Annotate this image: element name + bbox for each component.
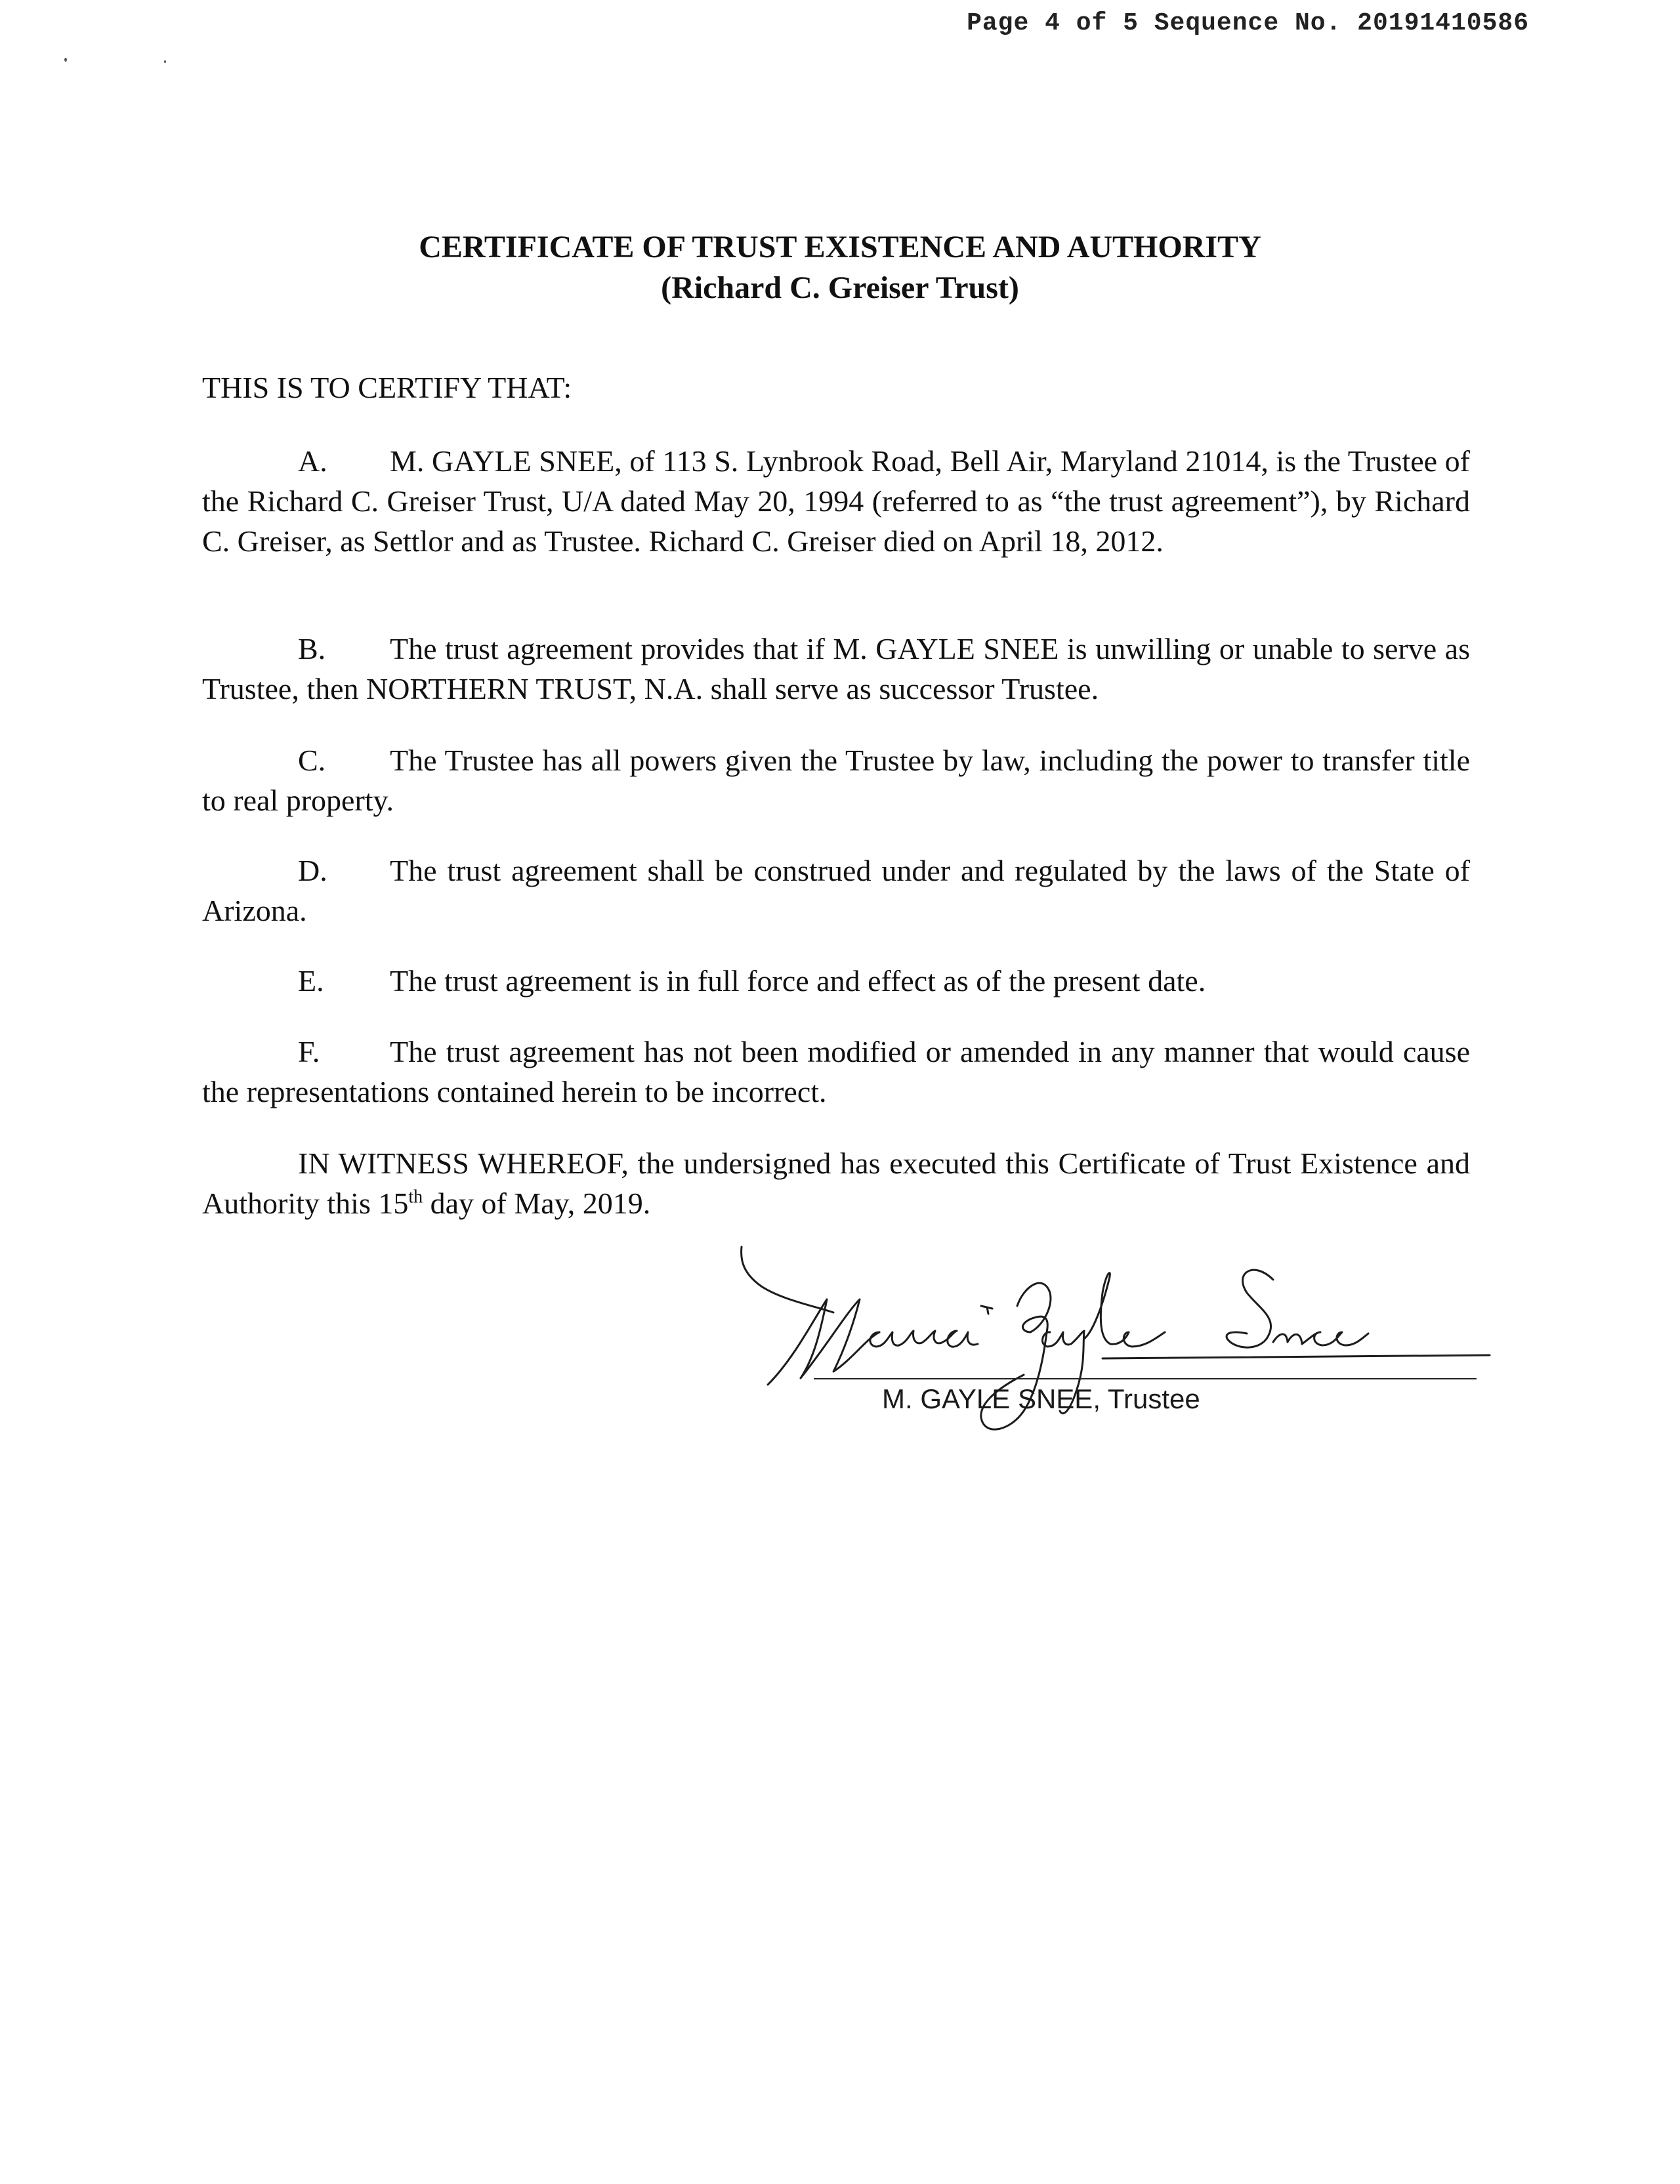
paragraph-label: B.: [298, 632, 326, 665]
document-title: CERTIFICATE OF TRUST EXISTENCE AND AUTHORITY: [419, 230, 1261, 264]
paragraph-e: [202, 961, 1470, 1001]
scan-speck: [64, 58, 67, 62]
paragraph-label: C.: [298, 744, 326, 777]
paragraph-text: The trust agreement shall be construed under and regulated by the laws of the State of Arizona.: [202, 854, 1470, 927]
paragraph-d: [202, 850, 1470, 931]
witness-text-end: day of May, 2019.: [423, 1186, 651, 1220]
paragraph-label: A.: [298, 444, 327, 478]
paragraph-label: E.: [298, 964, 324, 998]
paragraph-text: The trust agreement has not been modified or amended in any manner that would cause the representations contained herein to be incorrect.: [202, 1035, 1470, 1108]
signature-caption: M. GAYLE SNEE, Trustee: [882, 1383, 1200, 1414]
witness-superscript: th: [408, 1186, 423, 1208]
paragraph-label: D.: [298, 854, 327, 887]
paragraph-c: [202, 740, 1470, 820]
document-subtitle: (Richard C. Greiser Trust): [661, 270, 1019, 305]
paragraph-f: [202, 1032, 1470, 1112]
signature-line: [814, 1378, 1477, 1379]
paragraph-b: [202, 629, 1470, 709]
paragraph-text: The trust agreement is in full force and effect as of the present date.: [390, 964, 1206, 998]
paragraph-label: F.: [298, 1035, 320, 1068]
witness-text: IN WITNESS WHEREOF, the undersigned has executed this Certificate of Trust Existence and Authority this 15: [202, 1146, 1470, 1220]
document-title-block: [0, 227, 1680, 308]
paragraph-text: M. GAYLE SNEE, of 113 S. Lynbrook Road, Bell Air, Maryland 21014, is the Trustee of the Richard C. Greiser Trust, U/A dated May 20, 1994 (referred to as “the trust agreement”), by Richard C. Greiser, as Settlor and as Trustee. Richard C. Greiser died on April 18, 2012.: [202, 444, 1470, 558]
paragraph-a: [202, 441, 1470, 561]
paragraph-text: The Trustee has all powers given the Trustee by law, including the power to transfer title to real property.: [202, 744, 1470, 817]
handwritten-signature: [735, 1234, 1496, 1470]
paragraph-text: The trust agreement provides that if M. GAYLE SNEE is unwilling or unable to serve as Trustee, then NORTHERN TRUST, N.A. shall serve as successor Trustee.: [202, 632, 1470, 705]
witness-paragraph: [202, 1143, 1470, 1223]
scan-speck: [164, 60, 166, 63]
certify-intro: THIS IS TO CERTIFY THAT:: [202, 371, 572, 404]
page-sequence-stamp: Page 4 of 5 Sequence No. 20191410586: [967, 9, 1529, 37]
